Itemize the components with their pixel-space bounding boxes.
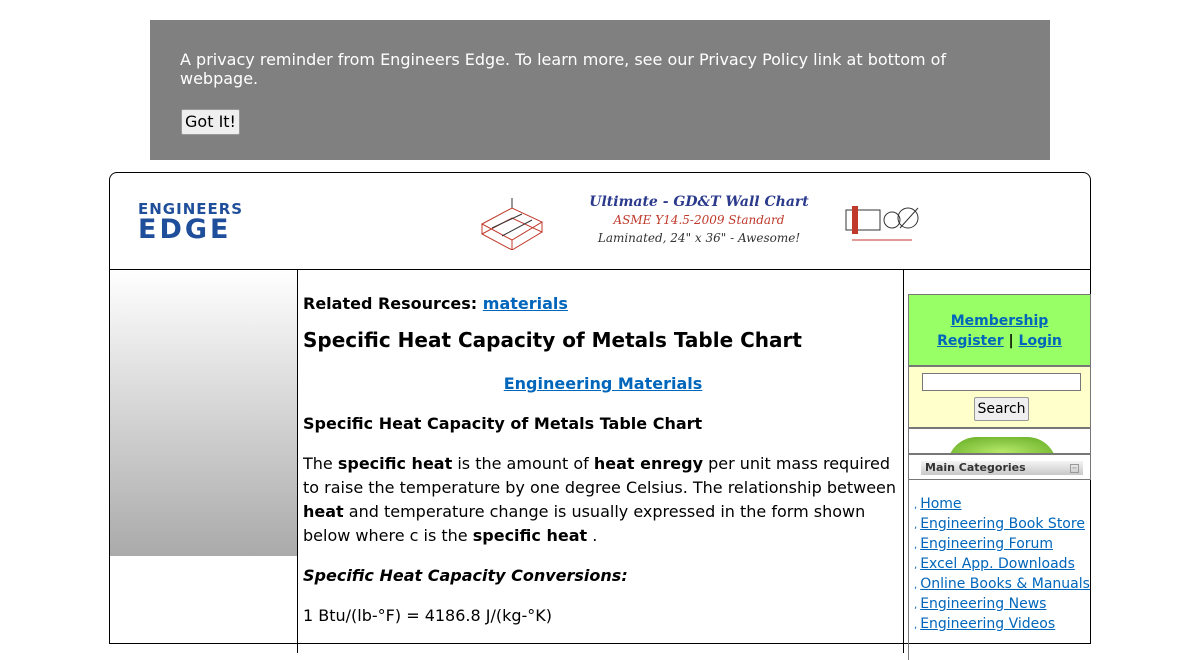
left-sidebar-ad-space [110, 270, 297, 556]
membership-link[interactable]: Membership [950, 313, 1049, 329]
related-resources [303, 292, 903, 316]
right-sidebar [903, 270, 1091, 653]
para-text-4: and temperature change is usually expressed in the form shown below where c is the [303, 502, 866, 545]
para-text-1: The [303, 454, 338, 473]
conversion-line: 1 Btu/(lb-°F) = 4186.8 J/(kg-°K) [303, 606, 553, 625]
search-input[interactable] [922, 373, 1081, 391]
engineering-materials-row [303, 372, 903, 396]
para-text-2: is the amount of [452, 454, 594, 473]
engineers-edge-logo[interactable] [138, 200, 272, 245]
intro-paragraph [303, 452, 901, 548]
category-link-home[interactable]: Home [920, 496, 962, 512]
main-categories-title: Main Categories [925, 461, 1026, 474]
gdt-wall-chart-ad[interactable] [462, 192, 927, 252]
category-item[interactable] [914, 614, 1055, 636]
materials-link[interactable]: materials [482, 294, 568, 313]
category-item[interactable] [914, 554, 1075, 576]
gdt-drawing-right-icon [842, 194, 928, 250]
main-categories-box [908, 454, 1091, 480]
ad-subtitle: ASME Y14.5-2009 Standard [613, 213, 785, 227]
category-link-news[interactable]: Engineering News [920, 596, 1047, 612]
para-text-5: . [587, 526, 598, 545]
category-list [908, 480, 1092, 660]
page-frame [109, 172, 1091, 644]
bullet-icon: , [914, 600, 918, 611]
register-link[interactable]: Register [937, 333, 1004, 349]
conversions-heading: Specific Heat Capacity Conversions: [303, 566, 628, 585]
category-link-videos[interactable]: Engineering Videos [920, 616, 1056, 632]
bullet-icon: , [914, 520, 918, 531]
main-content [303, 270, 903, 653]
engineering-materials-link[interactable]: Engineering Materials [503, 374, 703, 393]
privacy-message: A privacy reminder from Engineers Edge. To learn more, see our Privacy Policy link at bottom of webpage. [180, 50, 947, 88]
bullet-icon: , [914, 500, 918, 511]
got-it-button[interactable]: Got It! [181, 109, 240, 135]
category-link-book-store[interactable]: Engineering Book Store [920, 516, 1085, 532]
site-header [110, 173, 1090, 270]
para-bold-specific-heat: specific heat [337, 454, 453, 473]
main-categories-header[interactable] [921, 461, 1083, 475]
para-bold-heat: heat [303, 502, 344, 521]
para-bold-specific-heat-2: specific heat [472, 526, 588, 545]
para-text-3: per unit mass required to raise the temperature by one degree Celsius. The relationship between [303, 454, 897, 497]
category-item[interactable] [914, 514, 1085, 536]
ad-subtitle-2: Laminated, 24" x 36" - Awesome! [597, 231, 801, 245]
ad-title: Ultimate - GD&T Wall Chart [589, 194, 809, 210]
green-badge-icon [947, 437, 1057, 454]
category-link-forum[interactable]: Engineering Forum [920, 536, 1054, 552]
privacy-banner [150, 20, 1050, 160]
bullet-icon: , [914, 560, 918, 571]
category-item[interactable] [914, 574, 1090, 596]
category-link-excel-downloads[interactable]: Excel App. Downloads [920, 556, 1075, 572]
gdt-drawing-left-icon [462, 194, 554, 250]
related-label: Related Resources: [303, 294, 478, 313]
category-item[interactable] [914, 594, 1046, 616]
logo-line-1: ENGINEERS [138, 200, 244, 218]
bullet-icon: , [914, 620, 918, 631]
link-separator: | [1008, 333, 1014, 349]
para-bold-heat-energy: heat enregy [593, 454, 703, 473]
category-item[interactable] [914, 494, 962, 516]
page-title: Specific Heat Capacity of Metals Table Chart [303, 328, 802, 352]
search-box [908, 366, 1091, 428]
login-link[interactable]: Login [1018, 333, 1062, 349]
bullet-icon: , [914, 580, 918, 591]
logo-line-2: EDGE [138, 214, 232, 245]
collapse-toggle-icon[interactable]: − [1071, 464, 1078, 472]
membership-box [908, 294, 1091, 366]
bullet-icon: , [914, 540, 918, 551]
search-button[interactable]: Search [974, 397, 1029, 421]
category-item[interactable] [914, 534, 1053, 556]
category-link-online-books[interactable]: Online Books & Manuals [920, 576, 1090, 592]
section-subtitle: Specific Heat Capacity of Metals Table Chart [303, 414, 703, 433]
green-badge-box [908, 428, 1091, 454]
left-sidebar [110, 270, 298, 653]
